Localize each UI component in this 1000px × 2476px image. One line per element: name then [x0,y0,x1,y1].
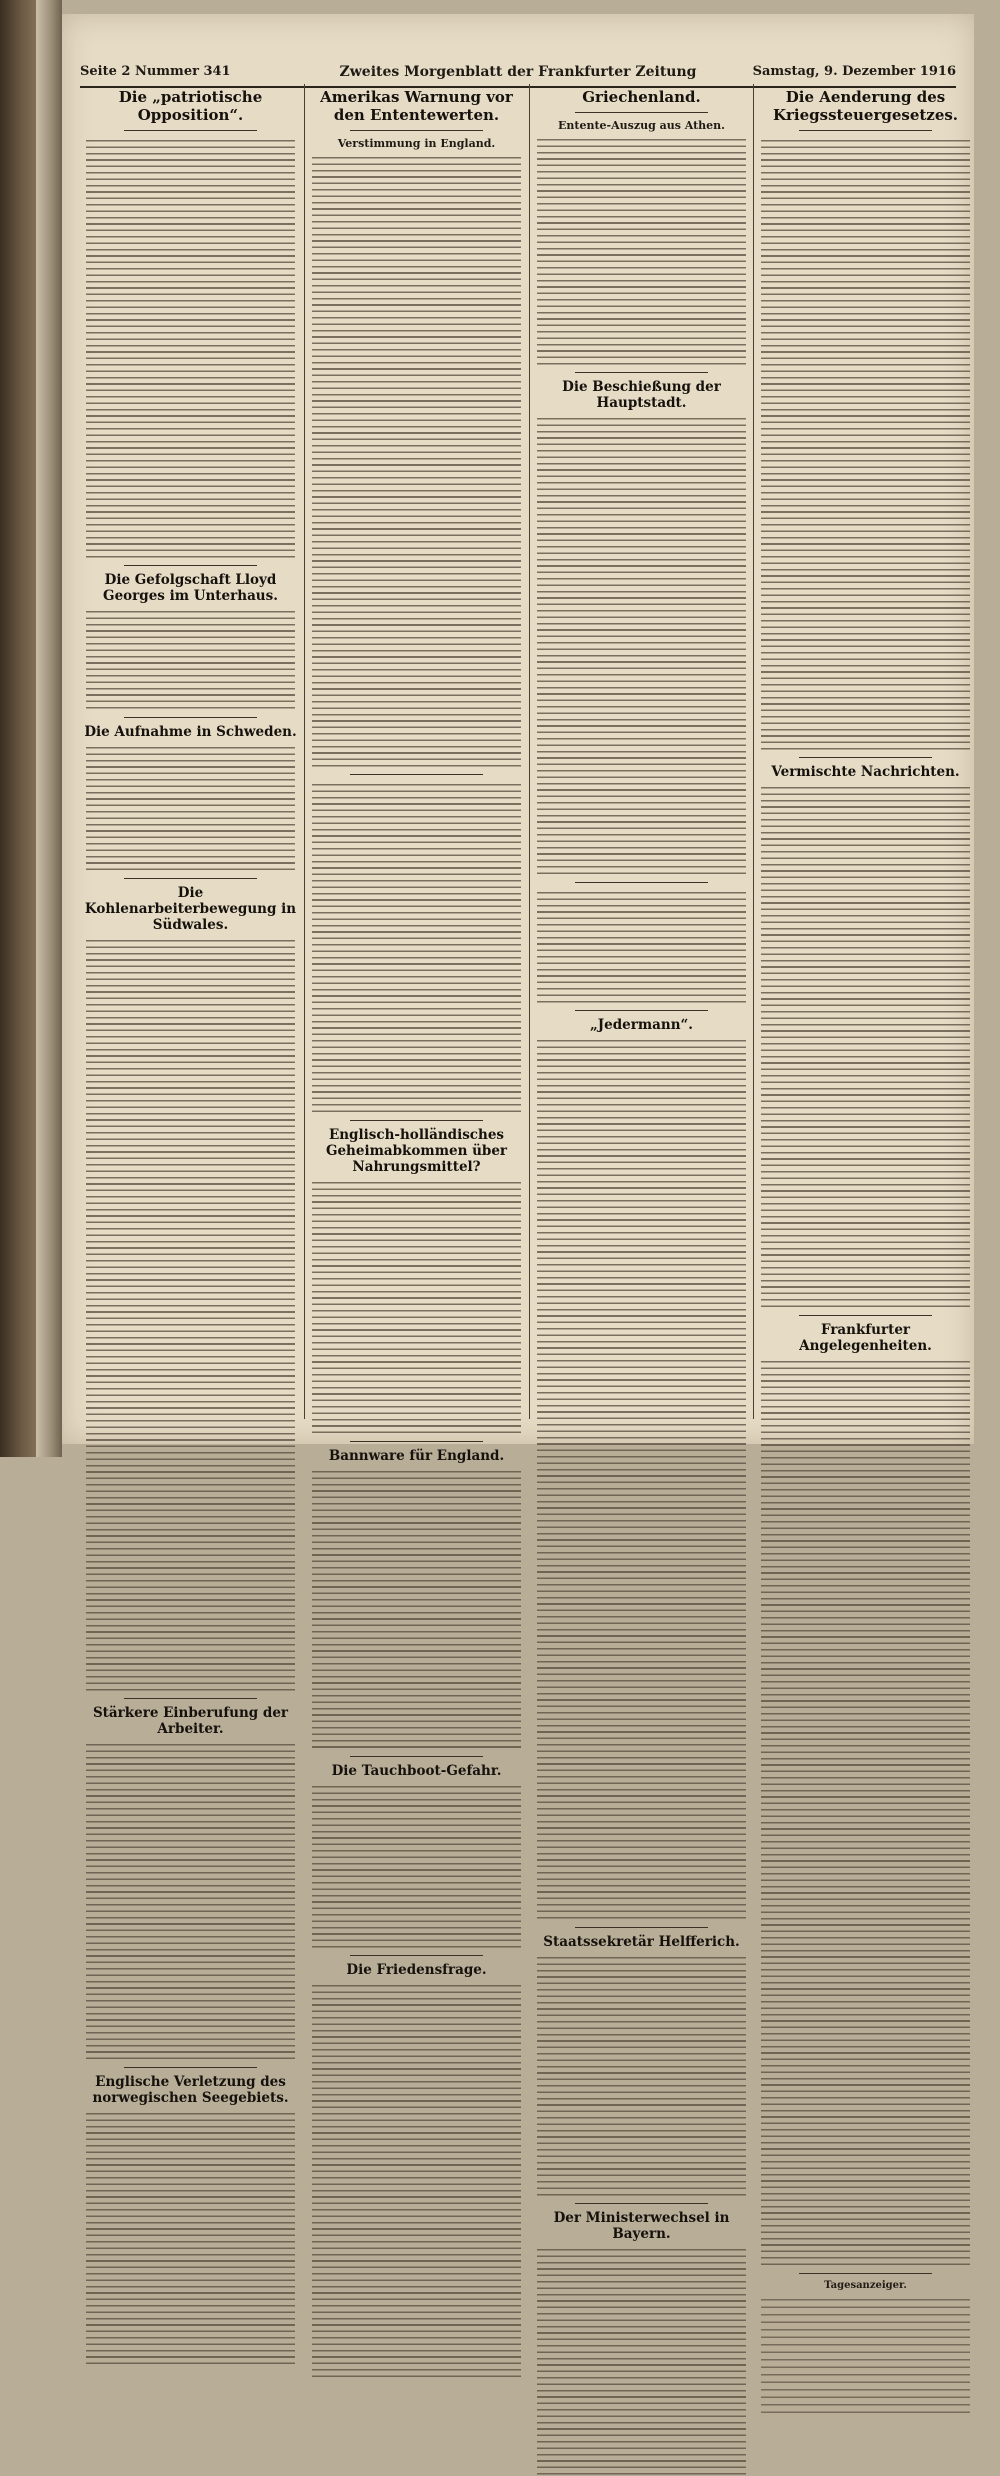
article-headline: Die Friedensfrage. [346,1962,487,1979]
article-headline: Der Ministerwechsel in Bayern. [553,2209,730,2242]
article-separator [350,1120,483,1121]
article-headline: Die Aufnahme in Schweden. [84,723,297,740]
article-body-text [312,781,521,1114]
headline-rule [124,130,257,131]
article [535,379,748,876]
article [535,889,748,1004]
article-separator [575,372,708,373]
column-1 [84,84,297,2106]
article [84,885,297,1692]
article-body-text [537,2246,746,2476]
article [535,1934,748,2197]
column-2 [310,84,523,1979]
article-separator [350,1756,483,1757]
article [759,764,972,1309]
article-headline: Die Aenderung des Kriegssteuergesetzes. [772,88,959,124]
article-subhead: Verstimmung in England. [337,137,496,150]
article-separator [575,1927,708,1928]
column-divider [529,84,530,1419]
article-separator [575,2203,708,2204]
headline-rule [575,112,708,113]
article-body-text [312,1468,521,1750]
column-4 [759,84,972,2291]
article-headline: Amerikas Warnung vor den Ententewerten. [320,88,513,124]
article-body-text [312,1783,521,1949]
article-body-text [537,415,746,876]
article [759,2280,972,2415]
article-body-text [86,744,295,872]
article-headline: Griechenland. [582,88,701,106]
masthead-title: Zweites Morgenblatt der Frankfurter Zeitung [339,64,697,80]
column-3 [535,84,748,2242]
article [84,2074,297,2366]
article-separator [799,2273,932,2274]
article-headline: Die Gefolgschaft Lloyd Georges im Unterhaus. [103,572,278,605]
article-headline: Die Kohlenarbeiterbewegung in Südwales. [84,884,297,933]
article-body-text [312,1179,521,1435]
article [535,2210,748,2476]
article-body-text [761,1358,970,2267]
article-separator [350,774,483,775]
article [759,1322,972,2267]
listings-heading: Tagesanzeiger. [824,2279,907,2291]
listings-text [761,2295,970,2415]
article-headline: Vermischte Nachrichten. [771,764,960,781]
article-separator [124,565,257,566]
article-body-text [761,137,970,751]
article-headline: Englisch-holländisches Geheimabkommen über Nahrungsmittel? [325,1127,508,1176]
article-separator [350,1441,483,1442]
article-body-text [86,608,295,710]
article-headline: Staatssekretär Helfferich. [543,1933,740,1950]
article-separator [799,1315,932,1316]
article [535,88,748,366]
article-body-text [86,937,295,1692]
article-headline: Bannware für England. [328,1448,505,1465]
article-headline: Englische Verletzung des norwegischen Seegebiets. [92,2073,289,2106]
article [535,1017,748,1920]
article [759,88,972,751]
article-separator [575,1010,708,1011]
article-separator [350,1955,483,1956]
headline-rule [350,130,483,131]
article-headline: Frankfurter Angelegenheiten. [799,1322,932,1355]
article-separator [124,1698,257,1699]
article-headline: Die Beschießung der Hauptstadt. [562,379,721,412]
column-divider [753,84,754,1419]
article-separator [124,717,257,718]
article-body-text [86,137,295,559]
column-divider [304,84,305,1419]
article [84,572,297,710]
article [84,88,297,559]
article-headline: Die „patriotische Opposition“. [118,88,263,124]
article-body-text [312,1982,521,2379]
article-body-text [537,889,746,1004]
article-separator [575,882,708,883]
article-separator [124,878,257,879]
article-separator [799,757,932,758]
article [310,1127,523,1435]
article [84,724,297,872]
article-body-text [761,784,970,1309]
article [310,1962,523,2379]
article-body-text [86,1741,295,2061]
article-body-text [312,154,521,768]
article-body-text [537,136,746,366]
article-body-text [537,1037,746,1920]
headline-rule [799,130,932,131]
article-headline: „Jedermann“. [589,1017,693,1034]
article-separator [124,2067,257,2068]
book-binding-spine [0,0,62,1457]
article [310,1448,523,1750]
article-headline: Stärkere Einberufung der Arbeiter. [92,1704,289,1737]
article [84,1705,297,2061]
article-subhead: Entente-Auszug aus Athen. [558,119,725,132]
article [310,781,523,1114]
masthead-page-number: Seite 2 Nummer 341 [80,64,231,79]
article-body-text [537,1954,746,2197]
page-edge-stack [36,0,62,1457]
masthead-date: Samstag, 9. Dezember 1916 [752,64,956,79]
article [310,1763,523,1949]
article-body-text [86,2110,295,2366]
article [310,88,523,768]
article-headline: Die Tauchboot-Gefahr. [331,1762,502,1779]
